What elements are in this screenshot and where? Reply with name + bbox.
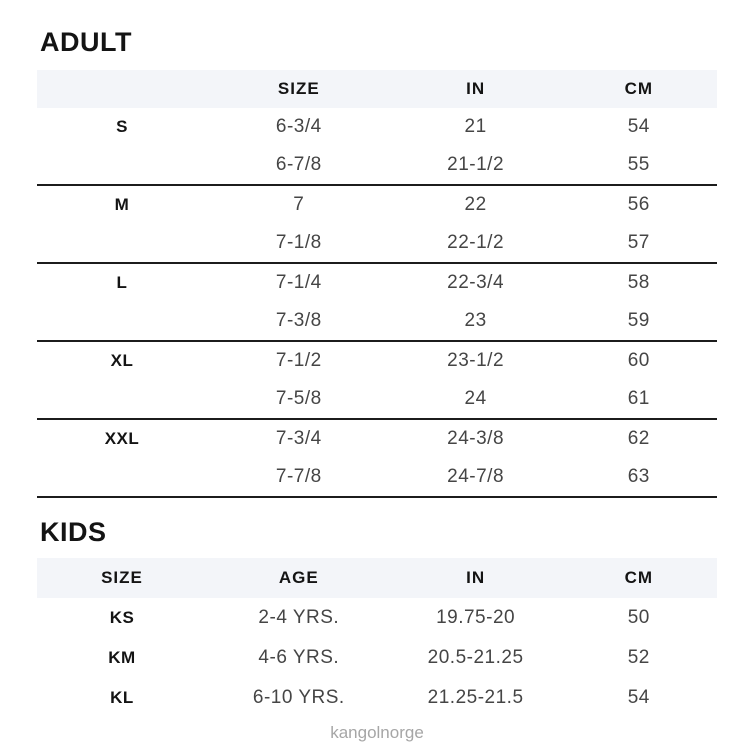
table-row — [37, 264, 717, 302]
cm-cell: 60 — [627, 350, 650, 371]
cm-cell: 61 — [627, 388, 650, 409]
table-row — [37, 302, 717, 340]
size-cell: 6-3/4 — [275, 116, 322, 137]
table-row — [37, 342, 717, 380]
size-group-l — [37, 264, 717, 342]
size-label-cell: XXL — [104, 429, 140, 448]
table-row — [37, 420, 717, 458]
cm-cell: 63 — [627, 466, 650, 487]
size-cell: 7-1/2 — [275, 350, 322, 371]
size-label-cell: KL — [110, 688, 134, 707]
cm-cell: 54 — [627, 116, 650, 137]
table-row — [37, 678, 717, 718]
kids-table-body — [37, 598, 717, 718]
cm-cell: 59 — [627, 310, 650, 331]
size-label-cell: S — [116, 117, 128, 136]
age-cell: 6-10 YRS. — [252, 687, 345, 708]
kids-header-in: IN — [466, 568, 486, 587]
size-cell: 7-5/8 — [275, 388, 322, 409]
table-row — [37, 638, 717, 678]
adult-header-size: SIZE — [277, 79, 320, 98]
size-chart-page — [0, 28, 754, 743]
in-cell: 19.75-20 — [436, 607, 516, 628]
size-label-cell: KM — [108, 648, 136, 667]
kids-section — [37, 518, 717, 718]
in-cell: 22-1/2 — [447, 232, 505, 253]
in-cell: 21-1/2 — [447, 154, 505, 175]
in-cell: 22-3/4 — [447, 272, 505, 293]
adult-section — [37, 28, 717, 498]
size-group-xl — [37, 342, 717, 420]
size-label-cell: KS — [109, 608, 135, 627]
cm-cell: 57 — [627, 232, 650, 253]
in-cell: 24-3/8 — [447, 428, 505, 449]
table-row — [37, 146, 717, 184]
table-row — [37, 598, 717, 638]
size-cell: 7-3/8 — [275, 310, 322, 331]
age-cell: 2-4 YRS. — [258, 607, 340, 628]
in-cell: 20.5-21.25 — [427, 647, 524, 668]
table-row — [37, 186, 717, 224]
adult-section-title: ADULT — [40, 27, 132, 57]
cm-cell: 55 — [627, 154, 650, 175]
size-group-xxl — [37, 420, 717, 498]
cm-cell: 56 — [627, 194, 650, 215]
kids-header-cm: CM — [624, 568, 654, 587]
table-row — [37, 380, 717, 418]
in-cell: 24-7/8 — [447, 466, 505, 487]
cm-cell: 52 — [627, 647, 650, 668]
in-cell: 21 — [464, 116, 487, 137]
in-cell: 23 — [464, 310, 487, 331]
size-cell: 7-3/4 — [275, 428, 322, 449]
size-group-m — [37, 186, 717, 264]
cm-cell: 54 — [627, 687, 650, 708]
adult-table-body — [37, 108, 717, 498]
size-label-cell: L — [116, 273, 128, 292]
in-cell: 24 — [464, 388, 487, 409]
kids-header-size: SIZE — [101, 568, 143, 587]
in-cell: 22 — [464, 194, 487, 215]
age-cell: 4-6 YRS. — [258, 647, 340, 668]
in-cell: 21.25-21.5 — [427, 687, 524, 708]
size-cell: 7-7/8 — [275, 466, 322, 487]
adult-header-in: IN — [466, 79, 486, 98]
adult-header-cm: CM — [624, 79, 654, 98]
size-label-cell: XL — [110, 351, 134, 370]
size-group-s — [37, 108, 717, 186]
in-cell: 23-1/2 — [447, 350, 505, 371]
table-row — [37, 224, 717, 262]
table-row — [37, 458, 717, 496]
size-label-cell: M — [114, 195, 130, 214]
size-cell: 6-7/8 — [275, 154, 322, 175]
cm-cell: 58 — [627, 272, 650, 293]
size-cell: 7-1/4 — [275, 272, 322, 293]
cm-cell: 62 — [627, 428, 650, 449]
size-cell: 7-1/8 — [275, 232, 322, 253]
kids-section-title: KIDS — [40, 517, 107, 547]
adult-table-header-row — [37, 70, 717, 108]
kids-table-header-row — [37, 558, 717, 598]
kids-header-age: AGE — [278, 568, 319, 587]
size-cell: 7 — [293, 194, 305, 215]
footer-brand: kangolnorge — [330, 723, 424, 742]
cm-cell: 50 — [627, 607, 650, 628]
table-row — [37, 108, 717, 146]
